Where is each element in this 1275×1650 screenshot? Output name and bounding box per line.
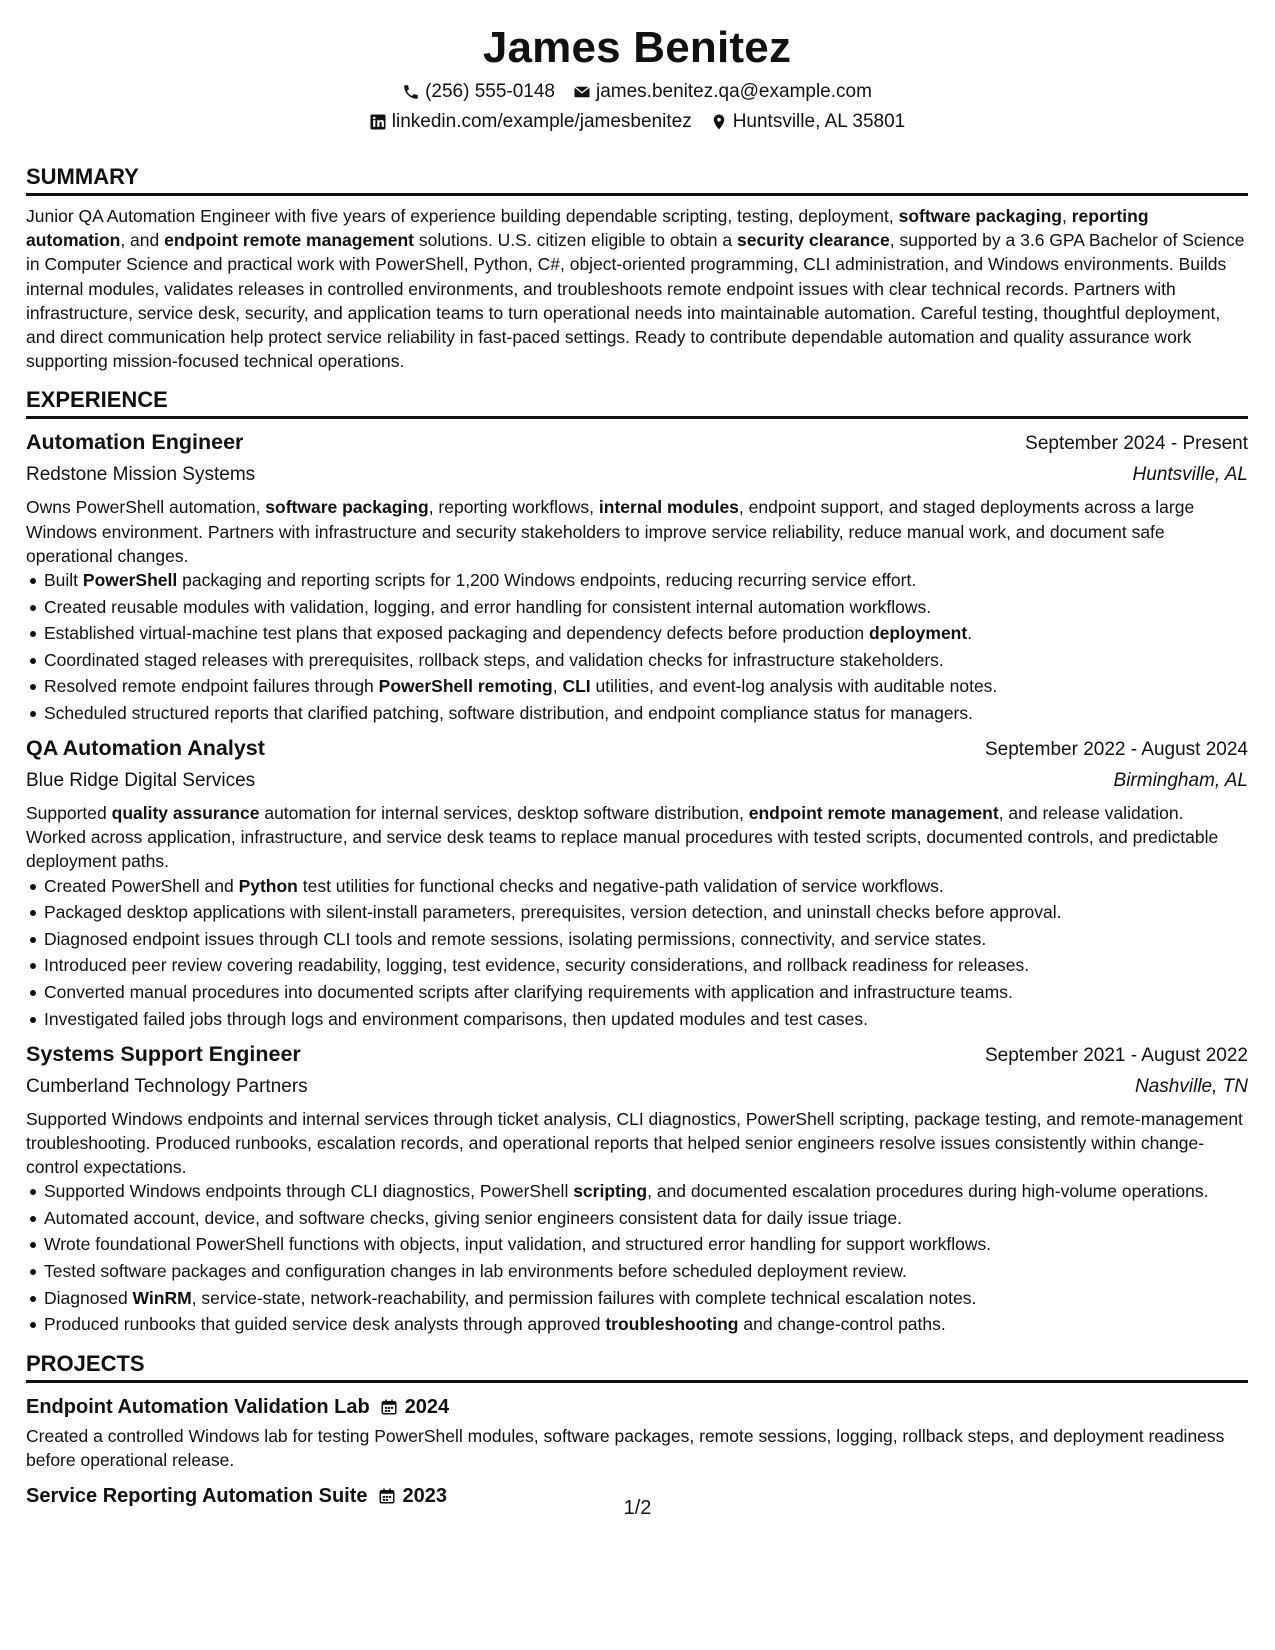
project-description: Created a controlled Windows lab for testing PowerShell modules, software packages, remote sessions, logging, rollback steps, and deployment readiness before operational release.: [26, 1425, 1225, 1470]
achievement-item: Supported Windows endpoints through CLI diagnostics, PowerShell scripting, and documented escalation procedures during high-volume operations.: [44, 1179, 1248, 1203]
job-description: Supported Windows endpoints and internal services through ticket analysis, CLI diagnostics, PowerShell scripting, package testing, and remote-management troubleshooting. Produced runbooks, escalation records, and operational reports that helped senior engineers resolve issues consistently within change-control expectations.: [26, 1108, 1243, 1177]
job-entry: [26, 427, 1248, 725]
achievement-item: Wrote foundational PowerShell functions with objects, input validation, and structured error handling for support workflows.: [44, 1232, 1248, 1256]
projects-list: [26, 1393, 1248, 1510]
phone-contact: [402, 80, 555, 104]
summary-heading: SUMMARY: [26, 164, 1248, 196]
project-header: [26, 1393, 1248, 1421]
project-year: [380, 1393, 450, 1421]
projects-heading: PROJECTS: [26, 1351, 1248, 1383]
achievement-item: Converted manual procedures into documented scripts after clarifying requirements with application and infrastructure teams.: [44, 980, 1248, 1004]
project-entry: [26, 1393, 1248, 1472]
achievement-item: Produced runbooks that guided service desk analysts through approved troubleshooting and change-control paths.: [44, 1312, 1248, 1336]
map-pin-icon: [710, 113, 728, 131]
job-title: QA Automation Analyst: [26, 736, 265, 760]
project-year-text: 2023: [402, 1485, 448, 1508]
project-year-text: 2024: [404, 1395, 450, 1418]
job-subheader: [26, 461, 1248, 489]
job-description: Owns PowerShell automation, software packaging, reporting workflows, internal modules, endpoint support, and staged deployments across a large Windows environment. Partners with infrastructure and security stakeholders to improve service reliability, reduce manual work, and document safe operational changes.: [26, 497, 1195, 566]
achievement-item: Diagnosed WinRM, service-state, network-reachability, and permission failures with complete technical escalation notes.: [44, 1286, 1248, 1310]
achievement-list: [26, 874, 1248, 1031]
resume-page: [26, 22, 1248, 1510]
job-dates: September 2024 - Present: [1025, 433, 1248, 455]
email-text[interactable]: james.benitez.qa@example.com: [596, 81, 872, 102]
envelope-icon: [573, 83, 591, 101]
job-header: [26, 733, 1248, 765]
achievement-item: Automated account, device, and software checks, giving senior engineers consistent data for daily issue triage.: [44, 1206, 1248, 1230]
job-entry: [26, 733, 1248, 1031]
job-title: Automation Engineer: [26, 430, 244, 455]
company-name: Redstone Mission Systems: [26, 464, 256, 486]
achievement-item: Created reusable modules with validation, logging, and error handling for consistent internal automation workflows.: [44, 595, 1248, 619]
job-entry: [26, 1039, 1248, 1337]
company-name: Cumberland Technology Partners: [26, 1075, 308, 1097]
location-text: Huntsville, AL 35801: [732, 111, 906, 132]
company-name: Blue Ridge Digital Services: [26, 770, 256, 791]
contact-row-1: [26, 80, 1248, 104]
job-location: Huntsville, AL: [1132, 464, 1248, 486]
experience-list: [26, 427, 1248, 1336]
project-name: Service Reporting Automation Suite: [26, 1485, 368, 1508]
achievement-item: Established virtual-machine test plans that exposed packaging and dependency defects before production deployment.: [44, 621, 1248, 645]
candidate-name: James Benitez: [482, 23, 792, 72]
location-contact: [710, 110, 906, 134]
achievement-item: Coordinated staged releases with prerequisites, rollback steps, and validation checks for infrastructure stakeholders.: [44, 648, 1248, 672]
job-location: Birmingham, AL: [1113, 770, 1248, 791]
achievement-item: Introduced peer review covering readability, logging, test evidence, security considerations, and rollback readiness for releases.: [44, 953, 1248, 977]
linkedin-contact[interactable]: [369, 110, 692, 134]
achievement-item: Investigated failed jobs through logs and environment comparisons, then updated modules and test cases.: [44, 1007, 1248, 1031]
achievement-list: [26, 1179, 1248, 1336]
achievement-item: Scheduled structured reports that clarified patching, software distribution, and endpoint compliance status for managers.: [44, 701, 1248, 725]
job-title: Systems Support Engineer: [26, 1041, 301, 1066]
job-description: Supported quality assurance automation for internal services, desktop software distribution, endpoint remote management, and release validation. Worked across application, infrastructure, and service desk teams to replace manual procedures with tested scripts, documented controls, and predictable deployment paths.: [26, 803, 1219, 872]
contact-row-2: [26, 110, 1248, 134]
job-subheader: [26, 767, 1248, 795]
phone-text: (256) 555-0148: [425, 81, 555, 102]
experience-heading: EXPERIENCE: [26, 387, 1248, 419]
project-name: Endpoint Automation Validation Lab: [26, 1395, 370, 1418]
achievement-item: Diagnosed endpoint issues through CLI tools and remote sessions, isolating permissions, connectivity, and service states.: [44, 927, 1248, 951]
page-number: 1/2: [623, 1497, 652, 1519]
calendar-icon: [380, 1398, 398, 1416]
job-header: [26, 1039, 1248, 1071]
achievement-item: Built PowerShell packaging and reporting scripts for 1,200 Windows endpoints, reducing recurring service effort.: [44, 568, 1248, 592]
job-dates: September 2022 - August 2024: [984, 739, 1248, 760]
email-contact[interactable]: [573, 80, 872, 104]
linkedin-text[interactable]: linkedin.com/example/jamesbenitez: [391, 111, 692, 132]
achievement-list: [26, 568, 1248, 725]
achievement-item: Created PowerShell and Python test utilities for functional checks and negative-path validation of service workflows.: [44, 874, 1248, 898]
achievement-item: Packaged desktop applications with silent-install parameters, prerequisites, version detection, and uninstall checks before approval.: [44, 900, 1248, 924]
job-header: [26, 427, 1248, 459]
phone-icon: [402, 83, 420, 101]
job-location: Nashville, TN: [1135, 1075, 1248, 1097]
job-subheader: [26, 1073, 1248, 1101]
achievement-item: Resolved remote endpoint failures through PowerShell remoting, CLI utilities, and event-log analysis with auditable notes.: [44, 674, 1248, 698]
job-dates: September 2021 - August 2022: [984, 1044, 1248, 1066]
linkedin-icon: [369, 113, 387, 131]
achievement-item: Tested software packages and configuration changes in lab environments before scheduled deployment review.: [44, 1259, 1248, 1283]
summary-text: Junior QA Automation Engineer with five years of experience building dependable scripting, testing, deployment, software packaging, reporting automation, and endpoint remote management solutions. U.S. citizen eligible to obtain a security clearance, supported by a 3.6 GPA Bachelor of Science in Computer Science and practical work with PowerShell, Python, C#, object-oriented programming, CLI administration, and Windows environments. Builds internal modules, validates releases in controlled environments, and troubleshoots remote endpoint issues with clear technical records. Partners with infrastructure, service desk, security, and application teams to turn operational needs into maintainable automation. Careful testing, thoughtful deployment, and direct communication help protect service reliability in fast-paced settings. Ready to contribute dependable automation and quality assurance work supporting mission-focused technical operations.: [26, 206, 1245, 372]
